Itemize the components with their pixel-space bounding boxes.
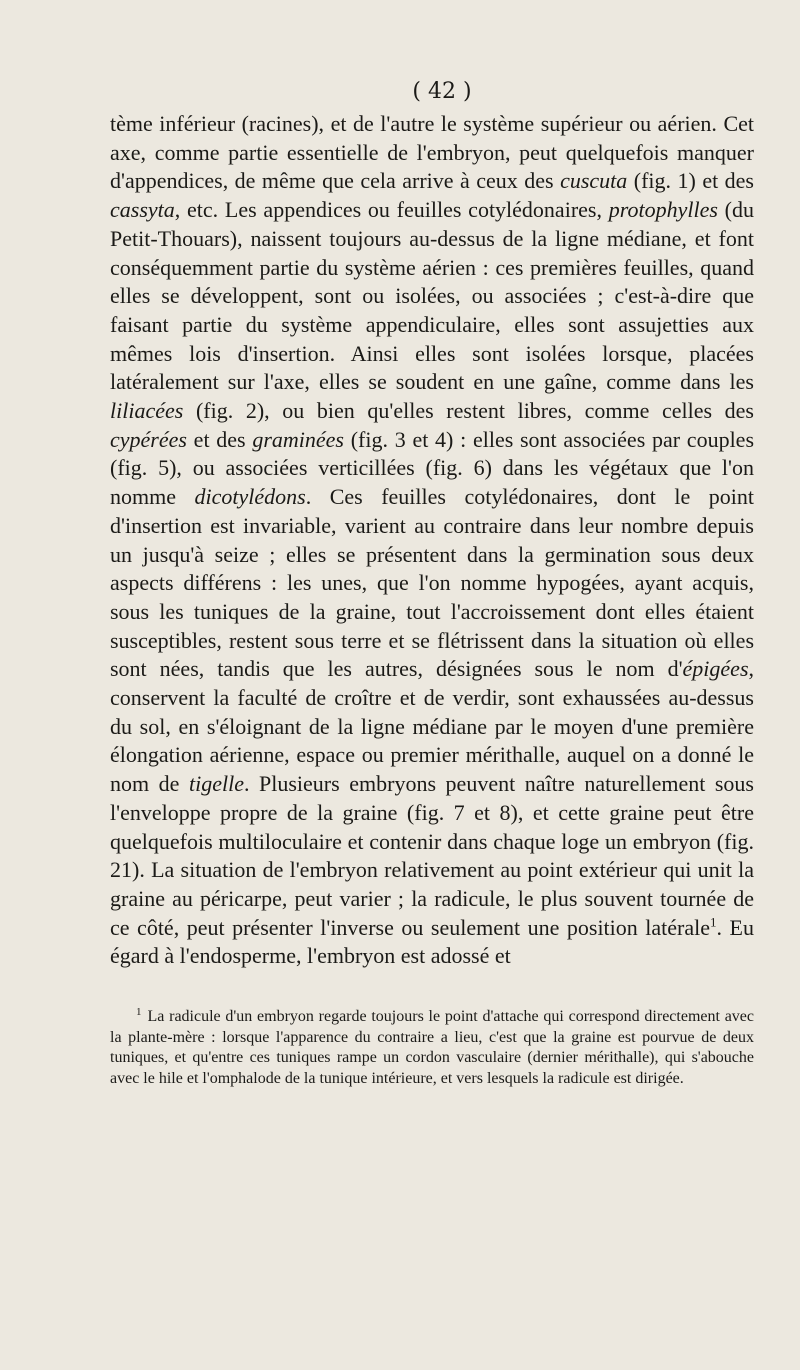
footnote-text: La radicule d'un embryon regarde toujours le point d'attache qui correspond directement avec la plante-mère : lorsque l'apparence du contraire a lieu, c'est que la graine est pourvue de deux tuniques, et qu'entre ces tuniques rampe un cordon vasculaire (dernier mérithalle), qui s'abouche avec le hile et l'omphalode de la tunique intérieure, et vers lesquels la radicule est dirigée. [110,1008,754,1087]
text-segment: . Plusieurs embryons peuvent naître naturellement sous l'enveloppe propre de la graine (fig. 7 et 8), et cette graine peut être quelquefois multiloculaire et contenir dans chaque loge un embryon (fig. 21). La situation de l'embryon relativement au point extérieur qui unit la graine au péricarpe, peut varier ; la radicule, le plus souvent tournée de ce côté, peut présenter l'inverse ou seulement une position latérale [110,771,754,940]
italic-term-cyperees: cypérées [110,426,187,452]
italic-term-tigelle: tigelle [188,771,244,797]
text-segment: (du Petit-Thouars), naissent toujours au-dessus de la ligne médiane, et font conséquemment partie du système aérien : ces premières feuilles, quand elles se développent, sont ou isolées, ou associées ; c'est-à-dire que faisant partie du système appendiculaire, elles sont assujetties aux mêmes lois d'insertion. Ainsi elles sont isolées lorsque, placées latéralement sur l'axe, elles se soudent en une gaîne, comme dans les [110,197,754,395]
footnote-marker: 1 [710,914,717,930]
italic-term-graminees: graminées [252,426,344,452]
page-number: ( 42 ) [412,79,472,104]
text-segment: , etc. Les appendices ou feuilles cotylédonaires, [174,197,609,223]
italic-term-protophylles: protophylles [608,197,718,223]
text-segment: (fig. 2), ou bien qu'elles restent libres, comme celles des [183,398,754,424]
italic-term-epigees: épigées [682,656,749,682]
footnote-number: 1 [136,1005,142,1018]
italic-term-dicotyledons: dicotylédons [194,484,306,510]
text-segment: , conservent la faculté de croître et de verdir, sont exhaussées au-dessus du sol, en s'éloignant de la ligne médiane par le moyen d'une première élongation aérienne, espace ou premier mérithalle, auquel on a donné le nom de [110,656,754,797]
footnote [110,1007,754,1089]
text-segment: . Eu égard à l'endosperme, l'embryon est adossé et [110,914,754,969]
text-segment: tème inférieur (racines), et de l'autre le système supérieur ou aérien. Cet axe, comme partie essentielle de l'embryon, peut quelquefois manquer d'appendices, de même que cela arrive à ceux des [110,111,754,194]
main-text [110,110,754,971]
paragraph [110,110,754,971]
text-segment: et des [186,426,253,452]
italic-term-liliacees: liliacées [110,398,184,424]
text-segment: (fig. 1) et des [627,168,754,194]
text-segment: . Ces feuilles cotylédonaires, dont le point d'insertion est invariable, varient au contraire dans leur nombre depuis un jusqu'à seize ; elles se présentent dans la germination sous deux aspects différens : les unes, que l'on nomme hypogées, ayant acquis, sous les tuniques de la graine, tout l'accroissement dont elles étaient susceptibles, restent sous terre et se flétrissent dans la situation où elles sont nées, tandis que les autres, désignées sous le nom d' [110,484,754,682]
italic-term-cuscuta: cuscuta [560,168,628,194]
italic-term-cassyta: cassyta [110,197,175,223]
text-segment: (fig. 3 et 4) : elles sont associées par couples (fig. 5), ou associées verticillées (fig. 6) dans les végétaux que l'on nomme [110,426,755,510]
